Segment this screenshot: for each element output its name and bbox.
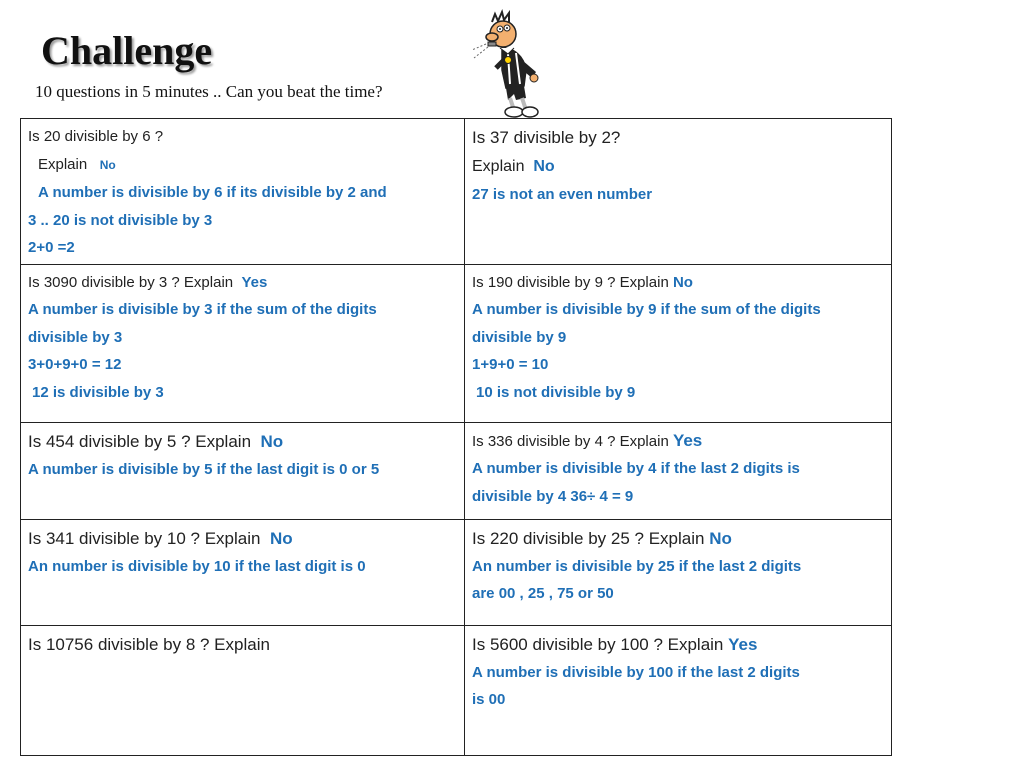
table-row bbox=[21, 264, 892, 422]
question-text: Is 37 divisible by 2? bbox=[472, 128, 621, 147]
question-text: Is 190 divisible by 9 ? Explain bbox=[472, 273, 669, 291]
question-text: Is 3090 divisible by 3 ? Explain bbox=[28, 273, 234, 291]
answer-text: Yes bbox=[241, 273, 268, 291]
explanation-line: 3 .. 20 is not divisible by 3 bbox=[28, 211, 213, 229]
answer-text: No bbox=[260, 431, 284, 451]
answer-text: Yes bbox=[672, 430, 703, 450]
question-text: Is 454 divisible by 5 ? Explain bbox=[28, 431, 252, 451]
explanation-line: divisible by 4 36÷ 4 = 9 bbox=[472, 487, 634, 505]
question-text: Is 336 divisible by 4 ? Explain bbox=[472, 432, 669, 450]
question-cell bbox=[21, 422, 465, 519]
question-line bbox=[472, 524, 884, 553]
question-line bbox=[28, 269, 457, 297]
question-cell bbox=[21, 119, 465, 265]
explanation-line: 27 is not an even number bbox=[472, 186, 653, 203]
explanation-line: An number is divisible by 25 if the last 2 digits bbox=[472, 557, 802, 575]
explanation-line: 2+0 =2 bbox=[28, 239, 75, 256]
explanation-line: A number is divisible by 3 if the sum of the digits bbox=[28, 301, 377, 318]
explain-label: Explain bbox=[472, 158, 525, 175]
question-text: Is 20 divisible by 6 ? bbox=[28, 128, 164, 145]
explain-label: Explain bbox=[38, 155, 88, 173]
question-line bbox=[472, 630, 884, 659]
question-cell bbox=[465, 422, 892, 519]
explanation-line: A number is divisible by 9 if the sum of the digits bbox=[472, 301, 821, 318]
page-title: Challenge bbox=[41, 28, 213, 73]
question-cell bbox=[465, 625, 892, 755]
explanation-line: A number is divisible by 5 if the last digit is 0 or 5 bbox=[28, 460, 380, 478]
explanation-line: An number is divisible by 10 if the last digit is 0 bbox=[28, 557, 366, 575]
table-row bbox=[21, 519, 892, 625]
table-row bbox=[21, 119, 892, 265]
explanation-line: 1+9+0 = 10 bbox=[472, 356, 549, 373]
explanation-line: divisible by 3 bbox=[28, 328, 123, 346]
page-subtitle: 10 questions in 5 minutes .. Can you beat the time? bbox=[35, 82, 383, 101]
question-text: Is 5600 divisible by 100 ? Explain bbox=[472, 634, 724, 654]
explanation-line: 3+0+9+0 = 12 bbox=[28, 356, 122, 373]
answer-text: Yes bbox=[728, 634, 758, 654]
explain-line bbox=[472, 152, 884, 181]
question-text: Is 341 divisible by 10 ? Explain bbox=[28, 528, 261, 548]
question-text: Is 10756 divisible by 8 ? Explain bbox=[28, 634, 270, 654]
explanation-line: is 00 bbox=[472, 691, 506, 708]
referee-with-whistle-icon bbox=[462, 8, 574, 120]
question-cell bbox=[21, 519, 465, 625]
question-cell bbox=[465, 119, 892, 265]
question-line bbox=[28, 427, 457, 456]
table-row bbox=[21, 422, 892, 519]
explanation-line: A number is divisible by 4 if the last 2 digits is bbox=[472, 460, 800, 477]
explanation-line: 12 is divisible by 3 bbox=[32, 383, 164, 401]
answer-text: No bbox=[99, 157, 116, 172]
question-line bbox=[472, 269, 884, 297]
answer-text: No bbox=[269, 528, 293, 548]
answer-text: No bbox=[672, 273, 693, 291]
questions-table bbox=[20, 118, 892, 756]
question-cell bbox=[21, 264, 465, 422]
question-line bbox=[28, 524, 457, 553]
question-text: Is 220 divisible by 25 ? Explain bbox=[472, 528, 705, 548]
explanation-line: A number is divisible by 100 if the last 2 digits bbox=[472, 663, 800, 681]
table-row bbox=[21, 625, 892, 755]
question-cell bbox=[465, 519, 892, 625]
explanation-line: A number is divisible by 6 if its divisible by 2 and bbox=[38, 184, 387, 201]
explanation-line: are 00 , 25 , 75 or 50 bbox=[472, 585, 614, 602]
explanation-line: divisible by 9 bbox=[472, 328, 567, 346]
question-cell bbox=[465, 264, 892, 422]
answer-text: No bbox=[709, 528, 732, 548]
explanation-line: 10 is not divisible by 9 bbox=[476, 383, 636, 401]
answer-text: No bbox=[533, 158, 555, 175]
question-cell bbox=[21, 625, 465, 755]
explain-line bbox=[28, 151, 457, 180]
question-line bbox=[472, 427, 884, 456]
